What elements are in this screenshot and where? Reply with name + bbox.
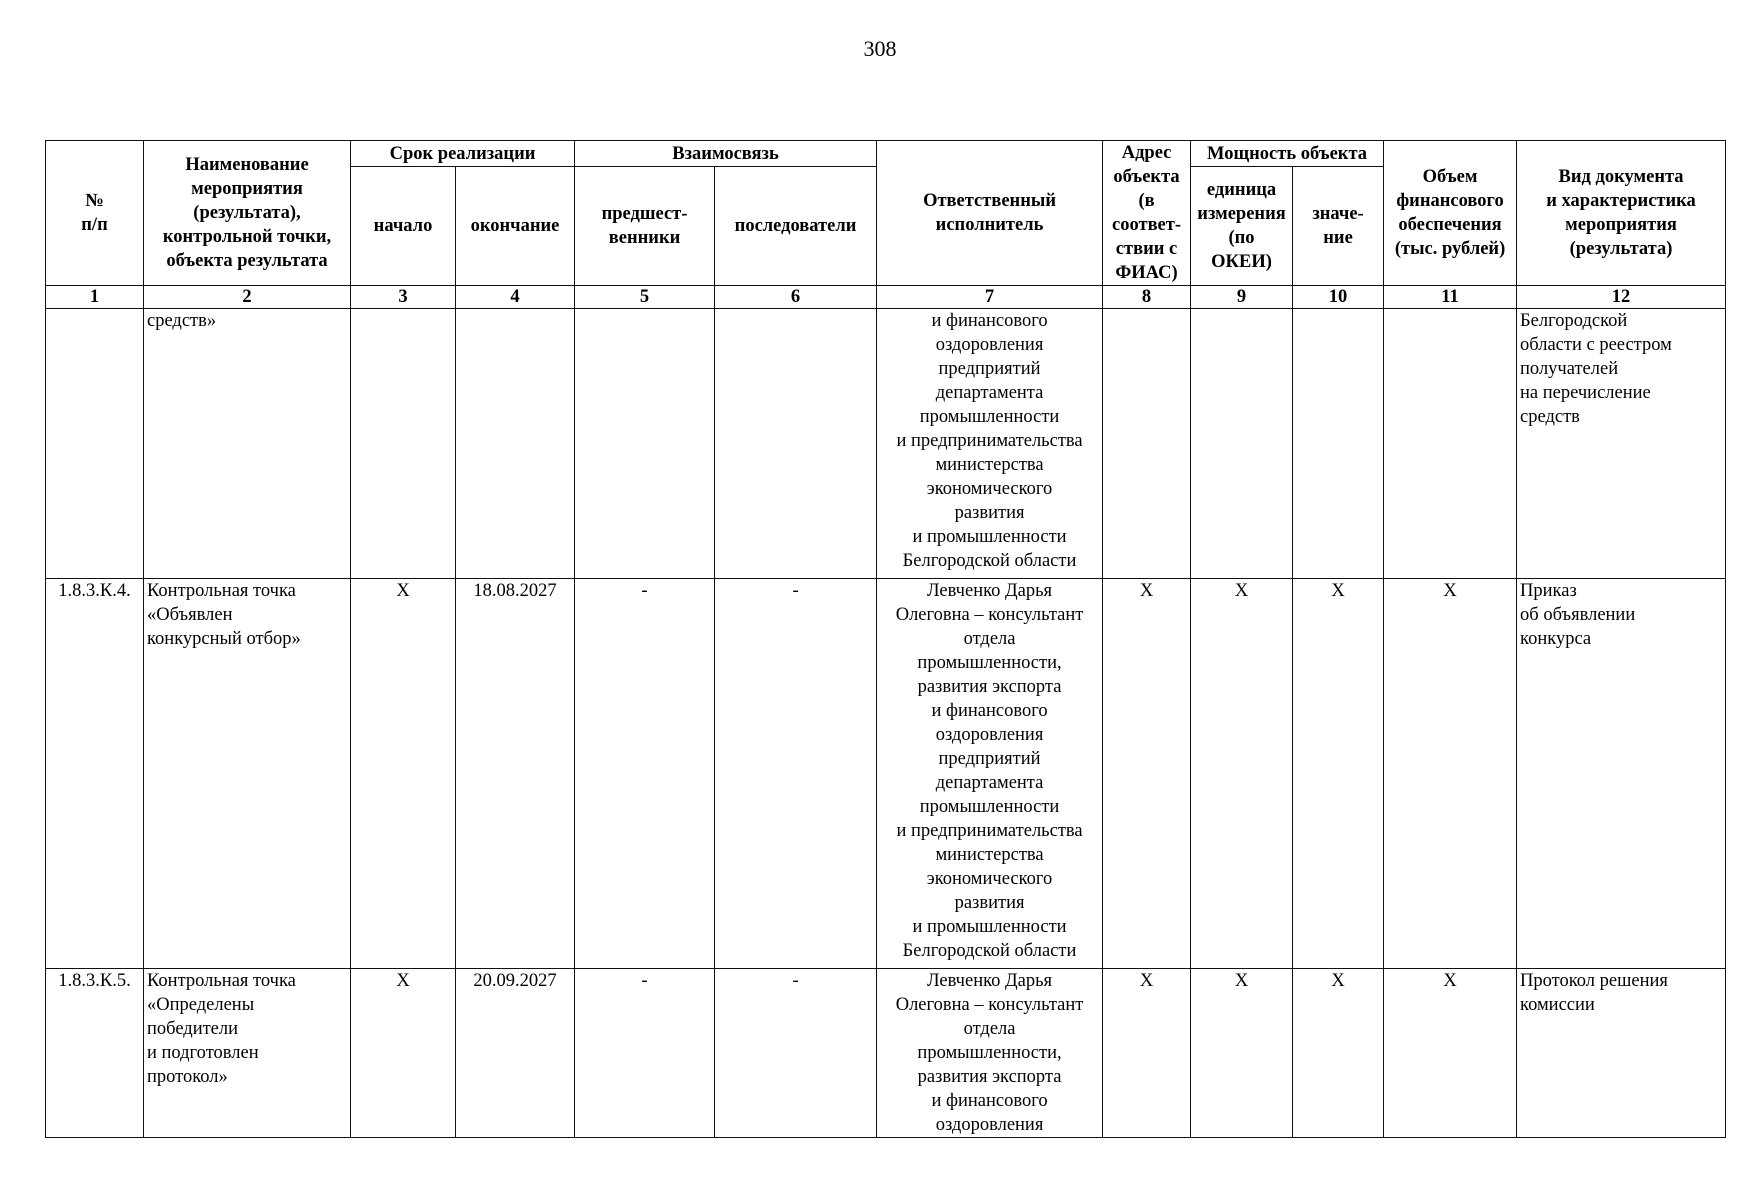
row-predecessors bbox=[575, 309, 715, 579]
row-address: X bbox=[1103, 969, 1191, 1138]
row-num: 1.8.3.К.5. bbox=[46, 969, 144, 1138]
column-number: 7 bbox=[877, 286, 1103, 309]
table-row bbox=[46, 309, 1726, 579]
header-predecessors: предшест- венники bbox=[575, 167, 715, 286]
row-document: Белгородской области с реестром получателей на перечисление средств bbox=[1517, 309, 1726, 579]
column-number: 9 bbox=[1191, 286, 1293, 309]
row-unit: X bbox=[1191, 969, 1293, 1138]
row-value bbox=[1293, 309, 1384, 579]
row-unit bbox=[1191, 309, 1293, 579]
header-unit: единица измерения (по ОКЕИ) bbox=[1191, 167, 1293, 286]
column-number: 10 bbox=[1293, 286, 1384, 309]
header-address: Адрес объекта (в соответ- ствии с ФИАС) bbox=[1103, 141, 1191, 286]
column-number: 8 bbox=[1103, 286, 1191, 309]
column-number: 3 bbox=[351, 286, 456, 309]
table-row bbox=[46, 969, 1726, 1138]
row-start: X bbox=[351, 579, 456, 969]
row-document: Протокол решения комиссии bbox=[1517, 969, 1726, 1138]
row-name: Контрольная точка «Объявлен конкурсный отбор» bbox=[144, 579, 351, 969]
column-number: 2 bbox=[144, 286, 351, 309]
row-successors: - bbox=[715, 969, 877, 1138]
row-predecessors: - bbox=[575, 969, 715, 1138]
plan-table bbox=[45, 140, 1726, 1138]
row-start: X bbox=[351, 969, 456, 1138]
row-name: средств» bbox=[144, 309, 351, 579]
header-start: начало bbox=[351, 167, 456, 286]
row-responsible: и финансового оздоровления предприятий департамента промышленности и предпринимательства министерства экономического развития и промышленности Белгородской области bbox=[877, 309, 1103, 579]
row-name: Контрольная точка «Определены победители и подготовлен протокол» bbox=[144, 969, 351, 1138]
column-number: 12 bbox=[1517, 286, 1726, 309]
table-header bbox=[46, 141, 1726, 286]
row-address: X bbox=[1103, 579, 1191, 969]
row-successors bbox=[715, 309, 877, 579]
header-value: значе- ние bbox=[1293, 167, 1384, 286]
row-financing: X bbox=[1384, 969, 1517, 1138]
column-number: 1 bbox=[46, 286, 144, 309]
row-address bbox=[1103, 309, 1191, 579]
row-value: X bbox=[1293, 579, 1384, 969]
table-row bbox=[46, 579, 1726, 969]
row-value: X bbox=[1293, 969, 1384, 1138]
header-financing: Объем финансового обеспечения (тыс. рублей) bbox=[1384, 141, 1517, 286]
row-responsible: Левченко Дарья Олеговна – консультант отдела промышленности, развития экспорта и финансового оздоровления предприятий департамента промышленности и предпринимательства министерства экономического развития и промышленности Белгородской области bbox=[877, 579, 1103, 969]
column-number-row bbox=[46, 286, 1726, 309]
header-successors: последователи bbox=[715, 167, 877, 286]
row-start bbox=[351, 309, 456, 579]
row-document: Приказ об объявлении конкурса bbox=[1517, 579, 1726, 969]
page-number: 308 bbox=[863, 36, 897, 61]
header-responsible: Ответственный исполнитель bbox=[877, 141, 1103, 286]
header-document: Вид документа и характеристика мероприятия (результата) bbox=[1517, 141, 1726, 286]
header-term-group: Срок реализации bbox=[351, 141, 575, 167]
row-financing: X bbox=[1384, 579, 1517, 969]
row-successors: - bbox=[715, 579, 877, 969]
column-number: 4 bbox=[456, 286, 575, 309]
row-num bbox=[46, 309, 144, 579]
row-unit: X bbox=[1191, 579, 1293, 969]
row-end: 20.09.2027 bbox=[456, 969, 575, 1138]
row-num: 1.8.3.К.4. bbox=[46, 579, 144, 969]
column-number: 11 bbox=[1384, 286, 1517, 309]
row-end: 18.08.2027 bbox=[456, 579, 575, 969]
row-responsible: Левченко Дарья Олеговна – консультант отдела промышленности, развития экспорта и финансового оздоровления bbox=[877, 969, 1103, 1138]
header-num: № п/п bbox=[46, 141, 144, 286]
header-link-group: Взаимосвязь bbox=[575, 141, 877, 167]
header-power-group: Мощность объекта bbox=[1191, 141, 1384, 167]
row-end bbox=[456, 309, 575, 579]
row-financing bbox=[1384, 309, 1517, 579]
column-number: 5 bbox=[575, 286, 715, 309]
column-number: 6 bbox=[715, 286, 877, 309]
header-name: Наименование мероприятия (результата), контрольной точки, объекта результата bbox=[144, 141, 351, 286]
row-predecessors: - bbox=[575, 579, 715, 969]
header-end: окончание bbox=[456, 167, 575, 286]
